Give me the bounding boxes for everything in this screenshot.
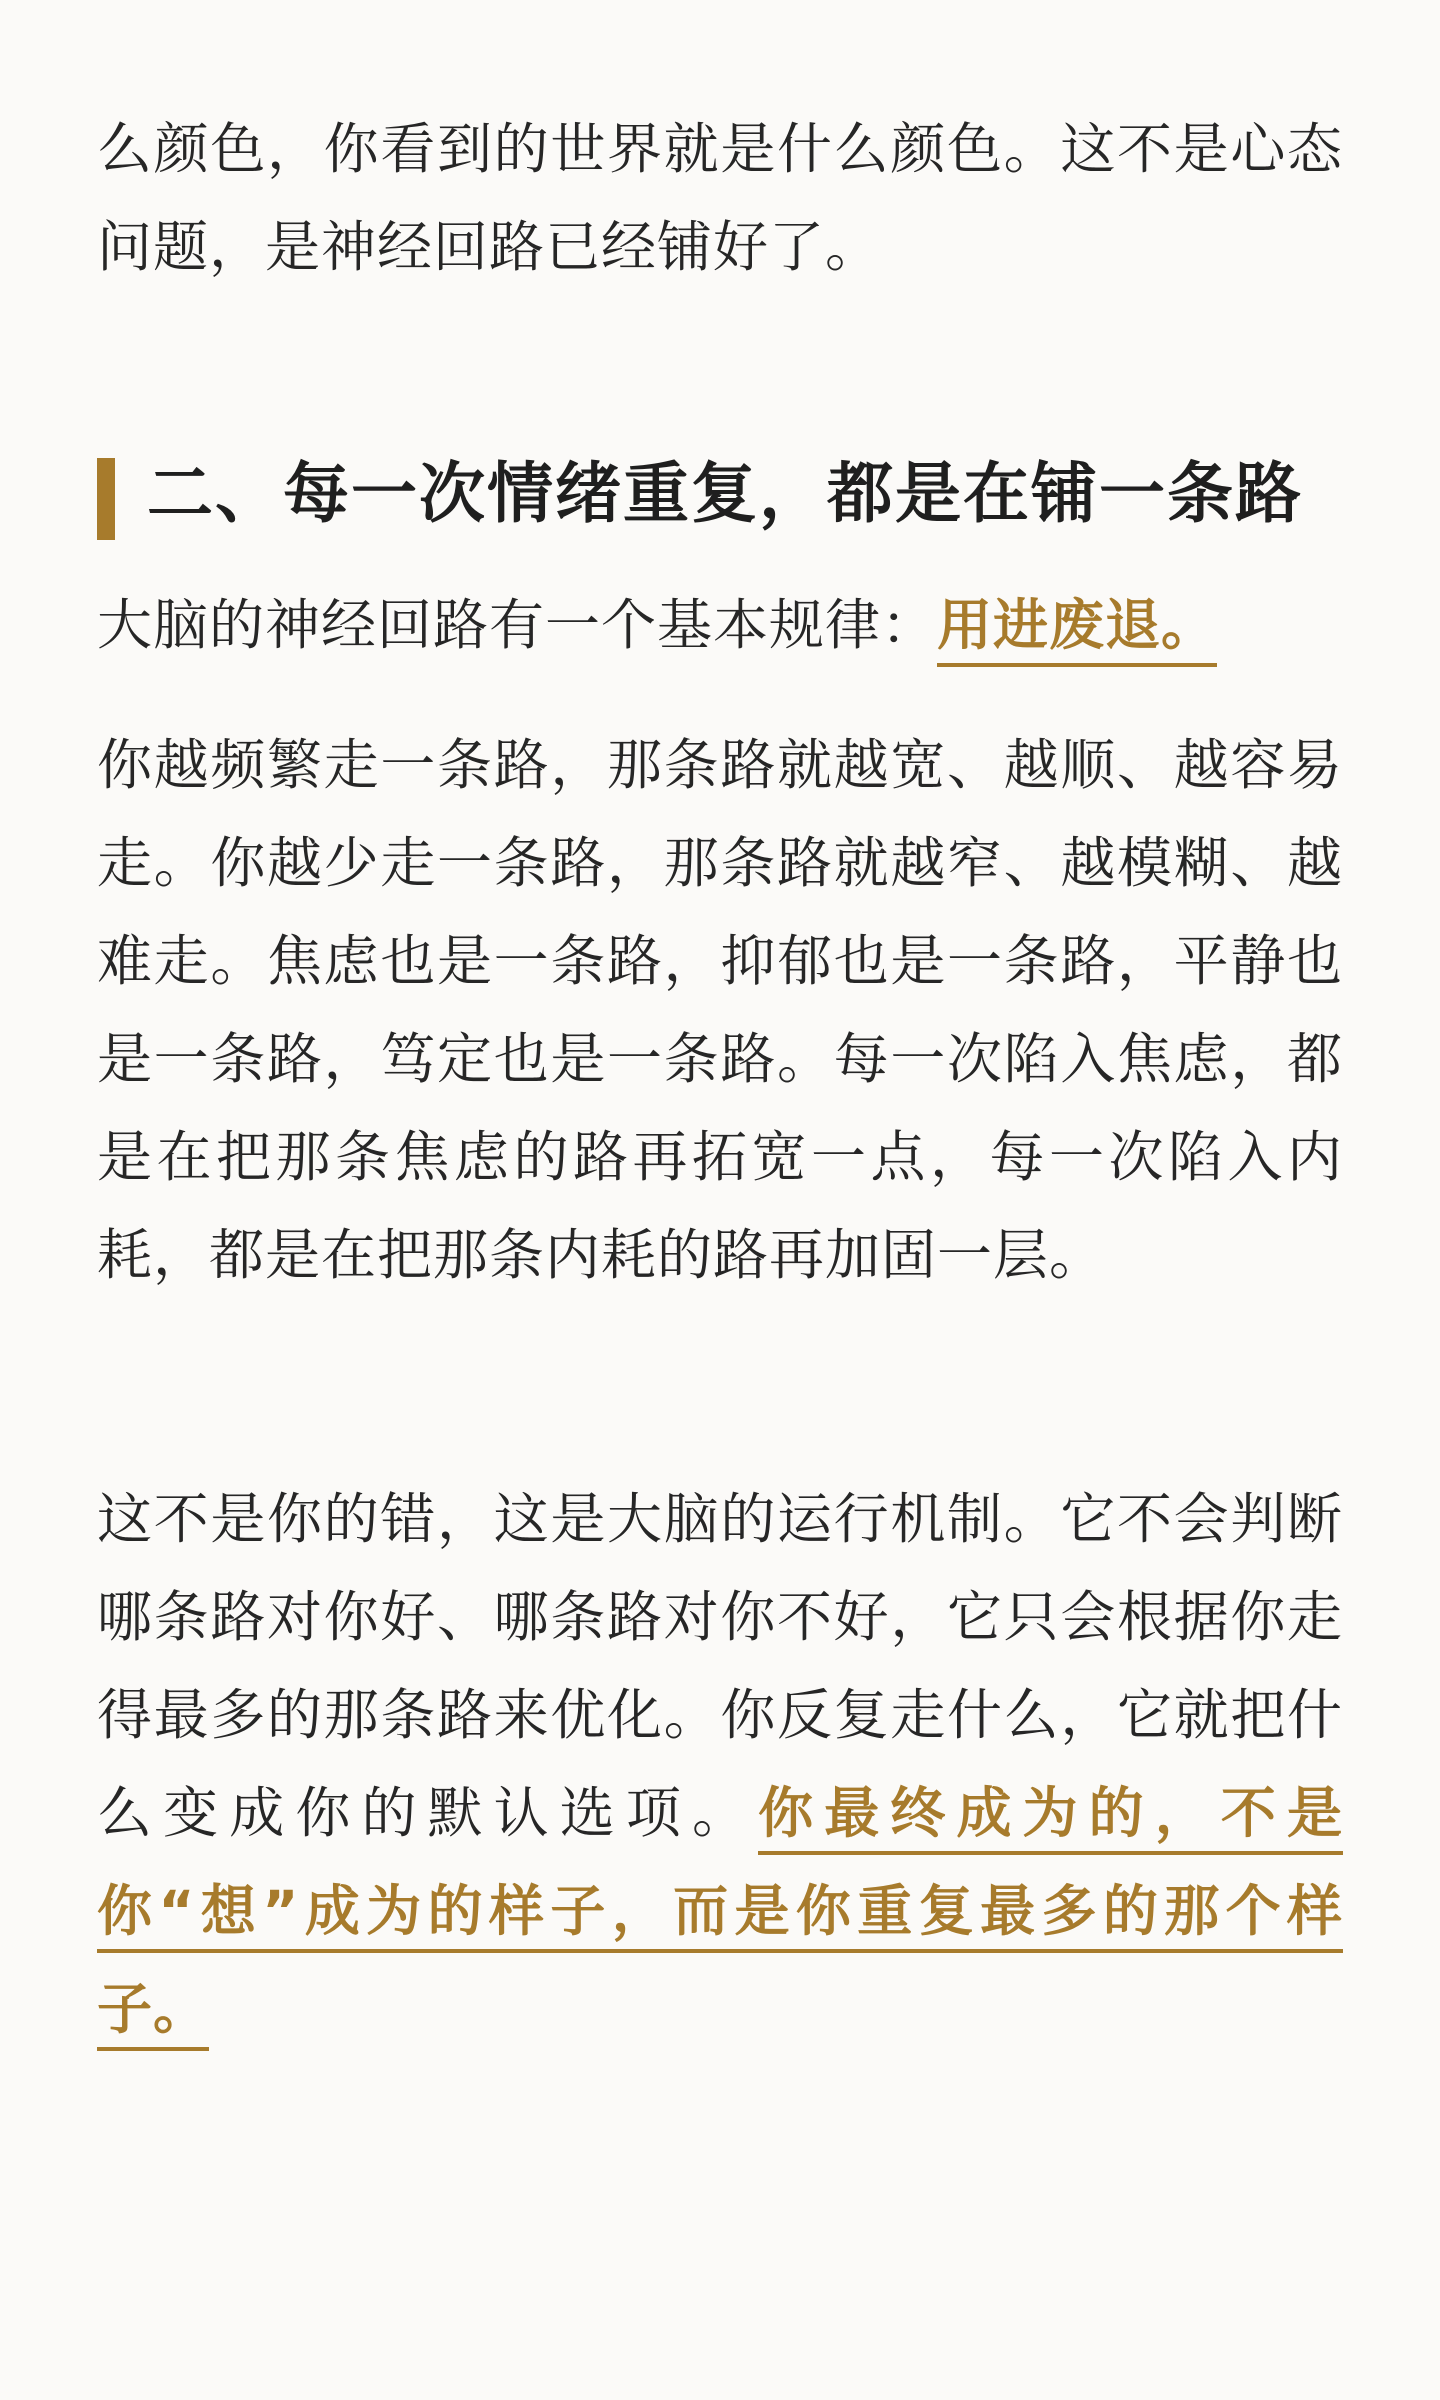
rule-highlight: 用进废退。 [937,593,1217,667]
heading-accent-bar [97,458,115,540]
roads-text: 你越频繁走一条路，那条路就越宽、越顺、越容易走。你越少走一条路，那条路就越窄、越模糊、越难走。焦虑也是一条路，抑郁也是一条路，平静也是一条路，笃定也是一条路。每一次陷入焦虑，都是在把那条焦虑的路再拓宽一点，每一次陷入内耗，都是在把那条内耗的路再加固一层。 [97,733,1343,1287]
section-heading-text: 二、每一次情绪重复，都是在铺一条路 [147,455,1303,532]
article-body [97,100,1343,2058]
rule-prefix: 大脑的神经回路有一个基本规律： [97,593,938,657]
intro-text: 么颜色，你看到的世界就是什么颜色。这不是心态问题，是神经回路已经铺好了。 [97,117,1343,279]
section-heading [97,444,1343,544]
rule-paragraph [97,576,1343,674]
intro-paragraph [97,100,1343,296]
mechanism-paragraph [97,1470,1343,2058]
roads-paragraph [97,716,1343,1304]
mechanism-text: 这不是你的错，这是大脑的运行机制。它不会判断哪条路对你好、哪条路对你不好，它只会根据你走得最多的那条路来优化。你反复走什么，它就把什么变成你的默认选项。 [97,1487,1343,1845]
mechanism-highlight: 你最终成为的，不是你“想”成为的样子，而是你重复最多的那个样子。 [97,1781,1343,2051]
